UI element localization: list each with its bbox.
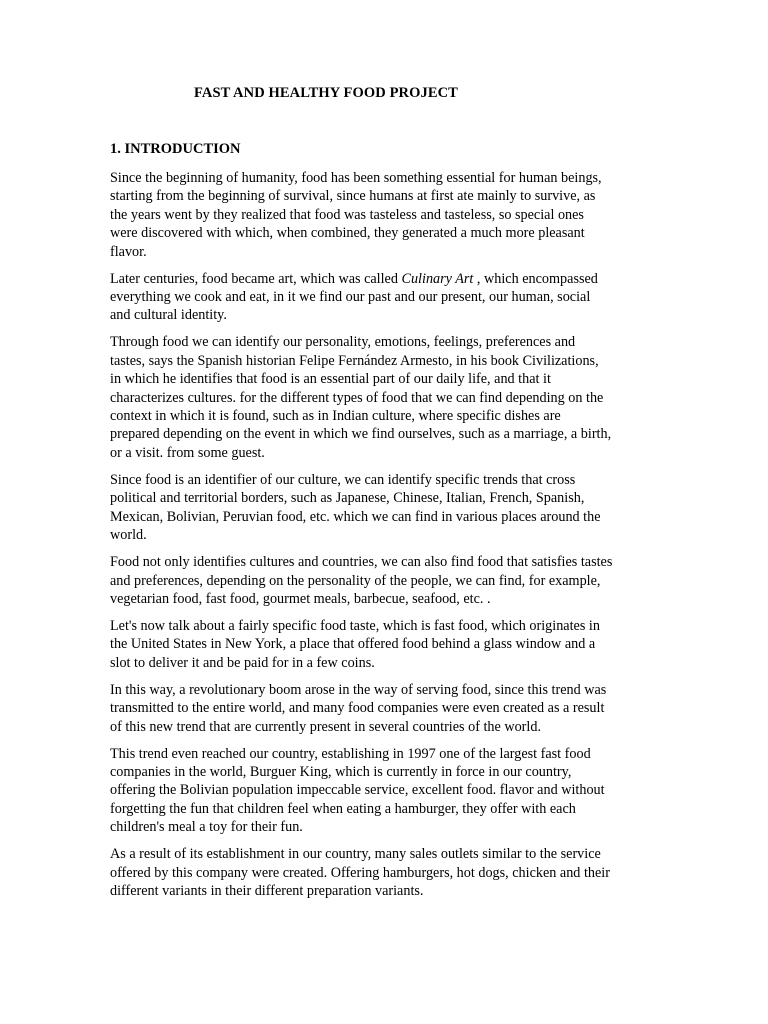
text-fragment: , which encompassed (473, 270, 598, 287)
text-line: political and territorial borders, such as Japanese, Chinese, Italian, French, Spanish, (110, 490, 585, 507)
paragraph-6 (110, 617, 662, 672)
text-line: children's meal a toy for their fun. (110, 819, 303, 836)
text-line: slot to deliver it and be paid for in a few coins. (110, 654, 375, 671)
text-line: in which he identifies that food is an essential part of our daily life, and that it (110, 371, 551, 388)
text-line: Let's now talk about a fairly specific food taste, which is fast food, which originates in (110, 617, 600, 634)
text-line: different variants in their different preparation variants. (110, 882, 424, 899)
text-line: the years went by they realized that food was tasteless and tasteless, so special ones (110, 206, 584, 223)
text-line: Mexican, Bolivian, Peruvian food, etc. which we can find in various places around the (110, 508, 601, 525)
text-line: Since food is an identifier of our culture, we can identify specific trends that cross (110, 471, 576, 488)
italic-term: Culinary Art (401, 270, 474, 287)
text-line: context in which it is found, such as in Indian culture, where specific dishes are (110, 408, 561, 425)
text-line: offered by this company were created. Offering hamburgers, hot dogs, chicken and their (110, 864, 610, 881)
text-line: were discovered with which, when combined, they generated a much more pleasant (110, 225, 585, 242)
paragraph-1 (110, 169, 662, 261)
text-line: characterizes cultures. for the different types of food that we can find depending on the (110, 389, 604, 406)
text-line: Since the beginning of humanity, food has been something essential for human beings, (110, 170, 602, 186)
document-title: FAST AND HEALTHY FOOD PROJECT (194, 85, 458, 101)
text-line: everything we cook and eat, in it we find our past and our present, our human, social (110, 289, 591, 306)
text-line: and preferences, depending on the personality of the people, we can find, for example, (110, 572, 601, 589)
text-line: Through food we can identify our personality, emotions, feelings, preferences and (110, 334, 576, 351)
text-line: the United States in New York, a place that offered food behind a glass window and a (110, 636, 596, 653)
text-fragment: Later centuries, food became art, which was called (110, 270, 402, 287)
text-line: As a result of its establishment in our country, many sales outlets similar to the service (110, 846, 601, 863)
section-heading: 1. INTRODUCTION (110, 141, 241, 157)
paragraph-8 (110, 745, 662, 837)
text-line: Food not only identifies cultures and countries, we can also find food that satisfies tastes (110, 554, 613, 571)
text-line: starting from the beginning of survival, since humans at first ate mainly to survive, as (110, 188, 596, 205)
text-line: and cultural identity. (110, 307, 227, 324)
text-line: companies in the world, Burguer King, which is currently in force in our country, (110, 763, 572, 780)
text-line: world. (110, 527, 147, 544)
paragraph-7 (110, 681, 662, 736)
text-line: of this new trend that are currently present in several countries of the world. (110, 718, 541, 735)
text-line: prepared depending on the event in which we find ourselves, such as a marriage, a birth, (110, 426, 612, 443)
text-line: This trend even reached our country, establishing in 1997 one of the largest fast food (110, 745, 591, 762)
text-line: In this way, a revolutionary boom arose in the way of serving food, since this trend was (110, 681, 607, 698)
paragraph-9 (110, 845, 662, 900)
paragraph-3 (110, 333, 662, 462)
paragraph-5 (110, 553, 662, 608)
paragraph-4 (110, 471, 662, 545)
text-line: offering the Bolivian population impeccable service, excellent food. flavor and without (110, 782, 605, 799)
text-line: or a visit. from some guest. (110, 444, 265, 461)
text-line: tastes, says the Spanish historian Felipe Fernández Armesto, in his book Civilizations, (110, 352, 599, 369)
document-body (110, 169, 662, 909)
paragraph-2 (110, 270, 662, 325)
text-line: forgetting the fun that children feel when eating a hamburger, they offer with each (110, 800, 576, 817)
text-line: vegetarian food, fast food, gourmet meals, barbecue, seafood, etc. . (110, 590, 491, 607)
text-line (110, 270, 662, 288)
text-line: transmitted to the entire world, and many food companies were even created as a result (110, 700, 605, 717)
text-line: flavor. (110, 243, 147, 260)
